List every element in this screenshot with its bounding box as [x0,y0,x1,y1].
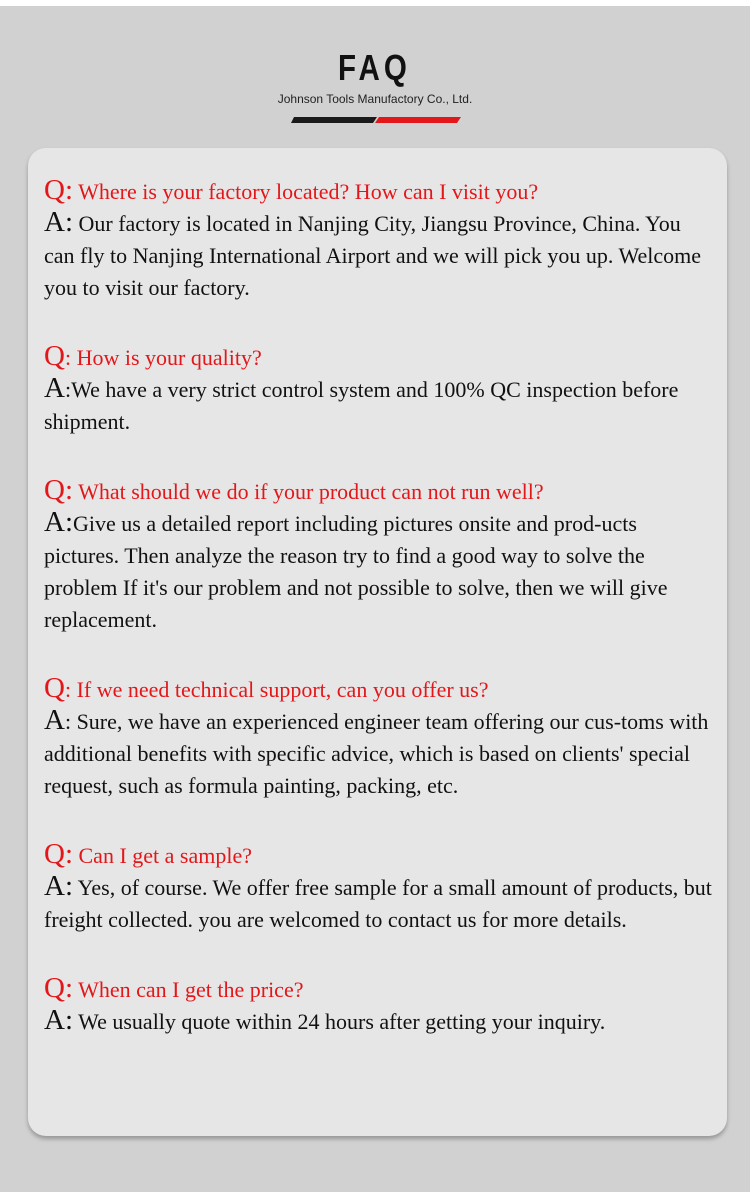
company-name: Johnson Tools Manufactory Co., Ltd. [277,92,473,106]
answer-line [44,506,716,636]
faq-card [28,148,727,1136]
answer-line [44,372,716,438]
faq-item [44,172,716,304]
answer-marker: A [44,372,65,404]
answer-marker: A: [44,870,73,902]
question-text: : If we need technical support, can you offer us? [64,677,489,702]
question-text: Can I get a sample? [73,843,252,868]
question-line [44,836,716,874]
question-marker: Q: [44,174,73,206]
question-text: Where is your factory located? How can I visit you? [73,179,539,204]
faq-item [44,338,716,438]
faq-list [44,172,716,1038]
question-marker: Q: [44,474,73,506]
faq-item [44,472,716,636]
answer-line [44,1004,716,1038]
answer-line [44,206,716,304]
question-marker: Q [44,672,65,704]
answer-marker: A: [44,206,73,238]
question-marker: Q: [44,972,73,1004]
answer-marker: A: [44,506,73,538]
answer-text: : Sure, we have an experienced engineer team offering our cus-toms with additional benefits with specific advice, which is based on clients' special request, such as formula painting, packing, etc. [44,709,709,798]
answer-marker: A [44,704,65,736]
answer-text: We usually quote within 24 hours after getting your inquiry. [73,1009,606,1034]
question-line [44,472,716,510]
faq-item [44,670,716,802]
question-line [44,338,716,376]
question-marker: Q [44,340,65,372]
answer-line [44,870,716,936]
answer-text: Yes, of course. We offer free sample for a small amount of products, but freight collected. you are welcomed to contact us for more details. [44,875,712,932]
faq-item [44,970,716,1038]
faq-item [44,836,716,936]
page-header [0,46,750,106]
page-title: FAQ [338,47,412,88]
answer-text: :We have a very strict control system and 100% QC inspection before shipment. [44,377,679,434]
question-text: When can I get the price? [73,977,304,1002]
question-text: What should we do if your product can not run well? [73,479,544,504]
divider-dark-segment [291,117,377,123]
answer-text: Our factory is located in Nanjing City, Jiangsu Province, China. You can fly to Nanjing International Airport and we will pick you up. Welcome you to visit our factory. [44,211,702,300]
question-line [44,970,716,1008]
question-marker: Q: [44,838,73,870]
question-line [44,172,716,210]
answer-marker: A: [44,1004,73,1036]
top-band [0,0,750,6]
question-line [44,670,716,708]
question-text: : How is your quality? [64,345,262,370]
divider-red-segment [375,117,461,123]
title-divider [291,117,461,123]
answer-text: Give us a detailed report including pictures onsite and prod-ucts pictures. Then analyze the reason try to find a good way to solve the problem If it's our problem and not possible to solve, then we will give replacement. [44,511,668,632]
answer-line [44,704,716,802]
